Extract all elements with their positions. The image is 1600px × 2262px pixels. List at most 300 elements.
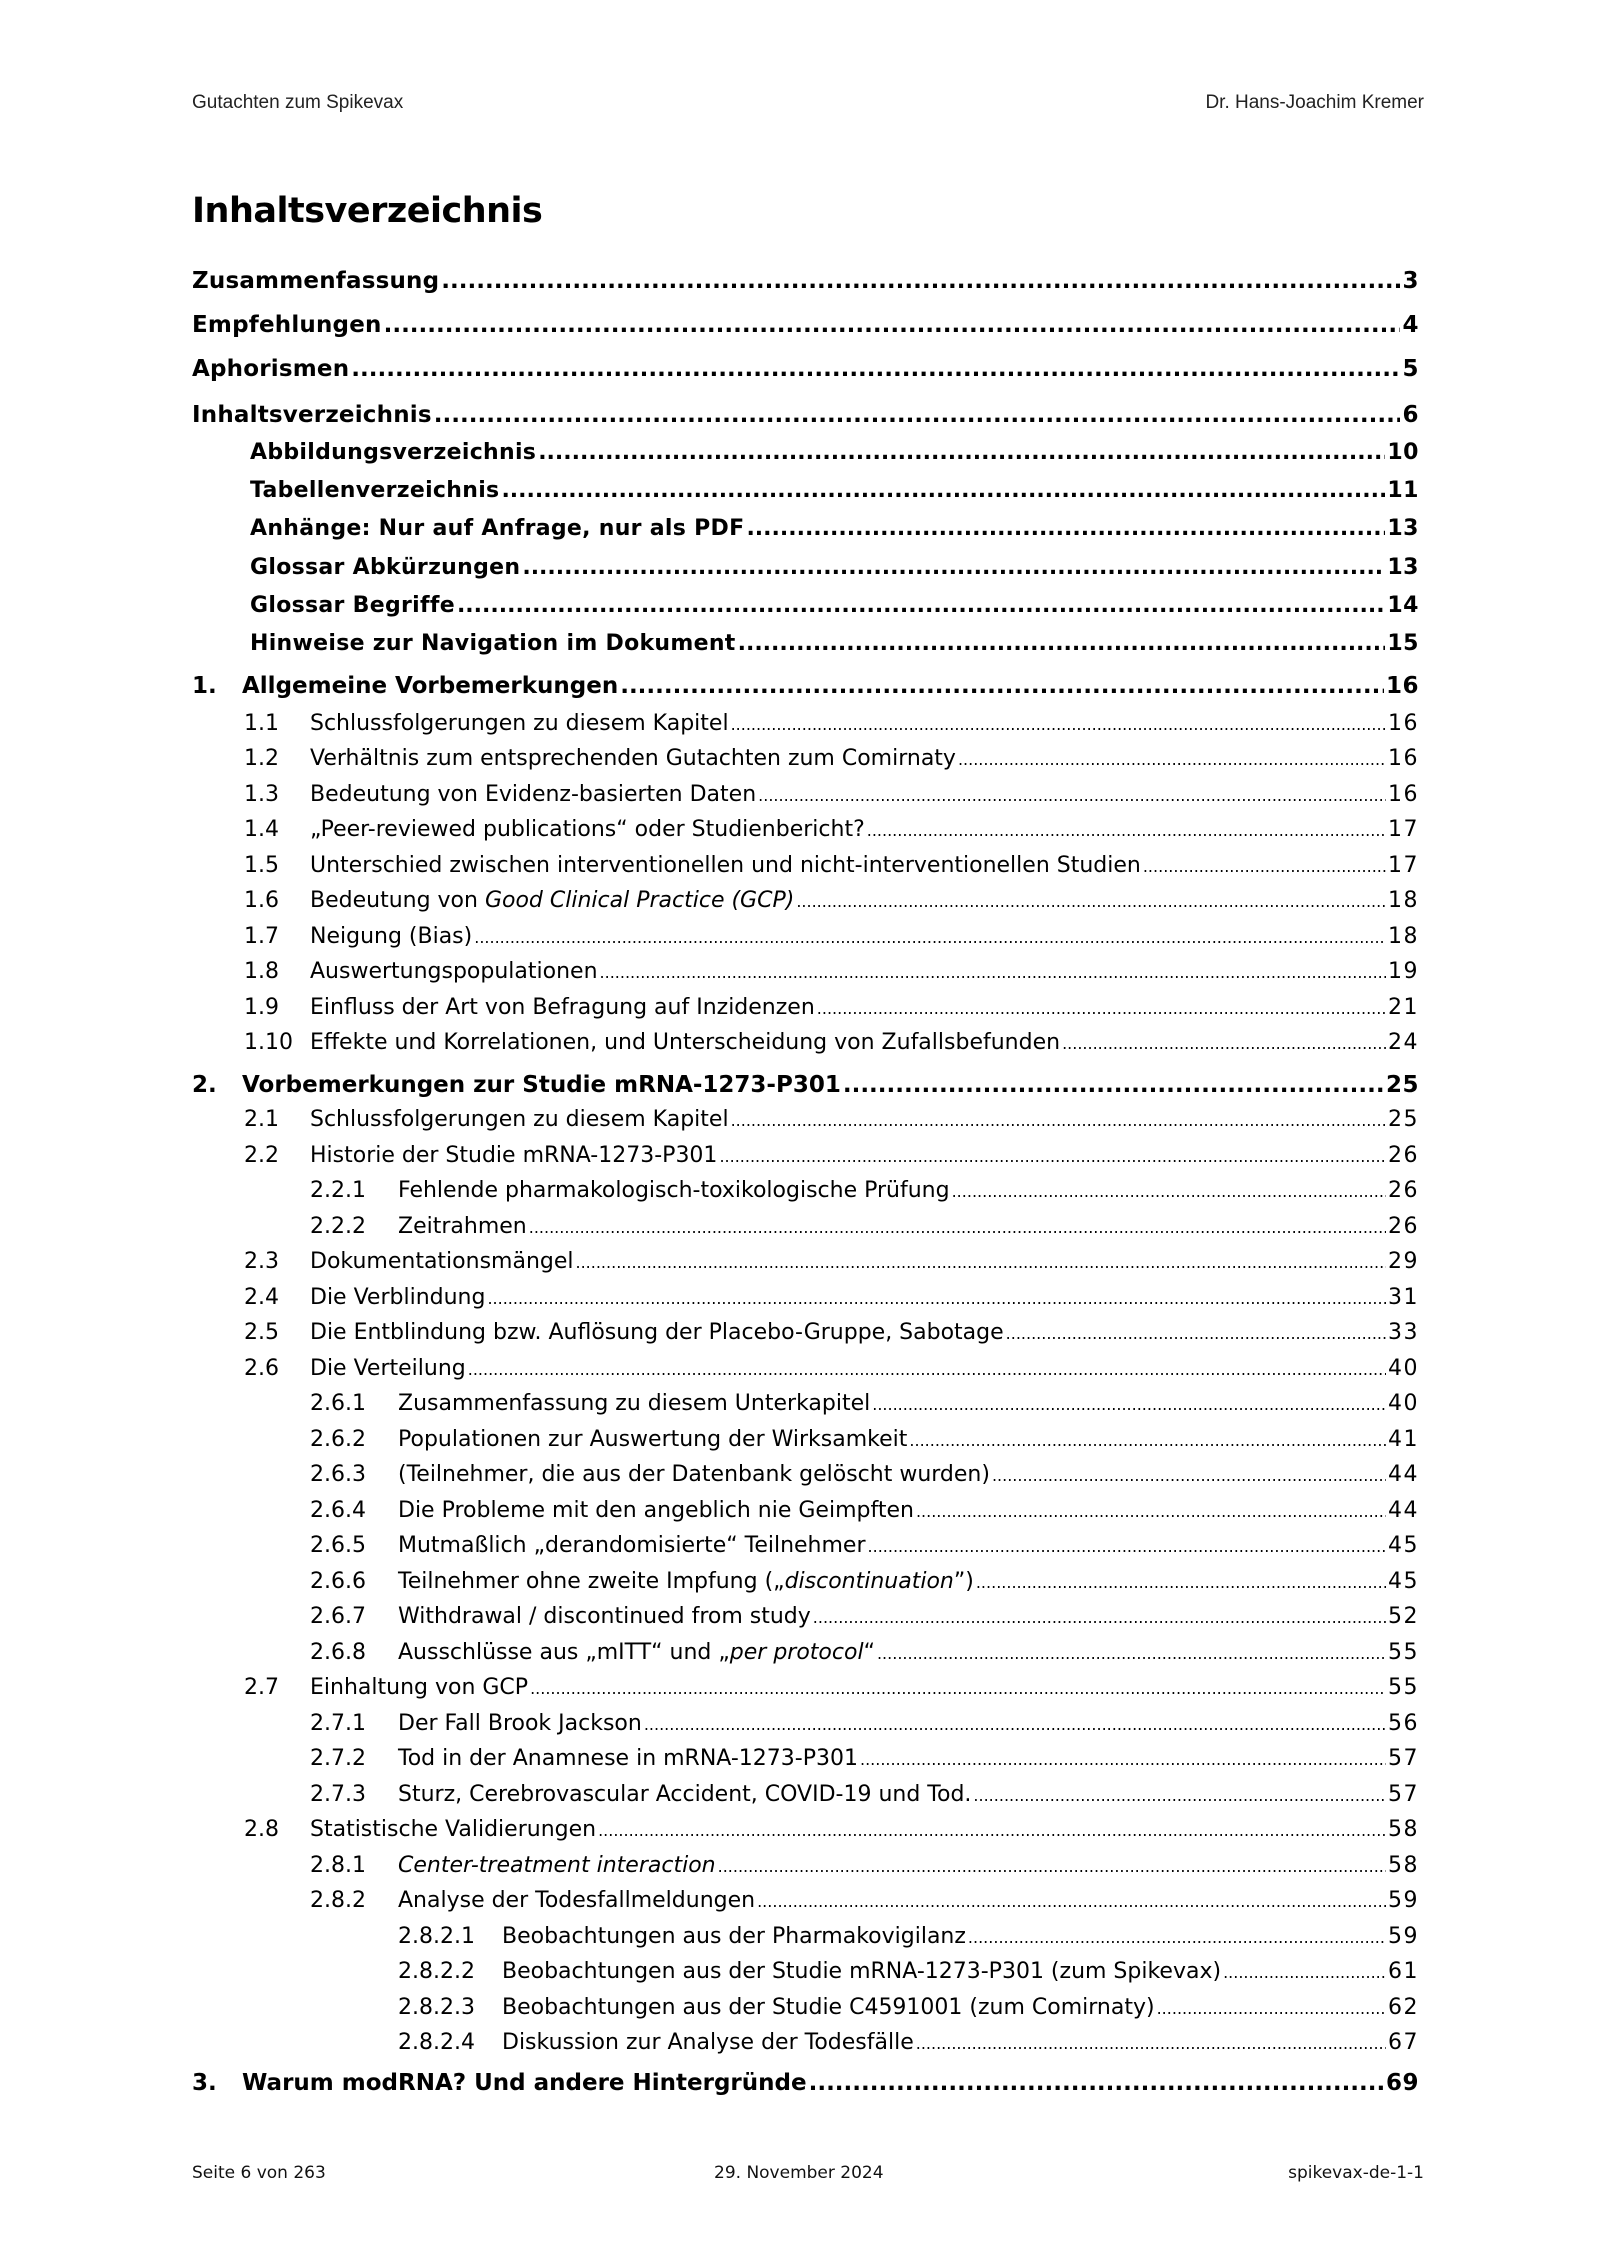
toc-dot-leader bbox=[757, 1892, 1386, 1911]
toc-entry-number: 2.6.5 bbox=[310, 1533, 366, 1558]
header-author: Dr. Hans-Joachim Kremer bbox=[1205, 92, 1424, 113]
toc-dot-leader bbox=[434, 402, 1401, 428]
toc-entry-number: 2.8 bbox=[244, 1817, 279, 1842]
toc-entry-title bbox=[250, 478, 499, 503]
toc-entry[interactable] bbox=[192, 356, 1419, 390]
toc-entry-title-text: Populationen zur Auswertung der Wirksamkeit bbox=[398, 1427, 908, 1452]
toc-entry[interactable] bbox=[192, 593, 1419, 627]
toc-entry-title-text: Effekte und Korrelationen, und Unterscheidung von Zufallsbefunden bbox=[310, 1030, 1061, 1055]
toc-entry-title-text: Glossar Begriffe bbox=[250, 593, 455, 618]
toc-entry[interactable] bbox=[192, 1107, 1419, 1141]
toc-entry-title-text: Hinweise zur Navigation im Dokument bbox=[250, 631, 736, 656]
toc-page-number: 25 bbox=[1388, 1107, 1419, 1132]
toc-entry-number: 1.6 bbox=[244, 888, 279, 913]
toc-entry[interactable] bbox=[192, 1782, 1419, 1816]
toc-page-number: 24 bbox=[1388, 1030, 1419, 1055]
toc-entry-title bbox=[310, 1356, 466, 1381]
toc-entry-number: 2.6.8 bbox=[310, 1640, 366, 1665]
toc-entry-title-text: Beobachtungen aus der Studie mRNA-1273-P301 (zum Spikevax) bbox=[502, 1959, 1222, 1984]
toc-entry[interactable] bbox=[192, 1030, 1419, 1064]
toc-entry[interactable] bbox=[192, 1711, 1419, 1745]
footer-date: 29. November 2024 bbox=[714, 2163, 884, 2183]
toc-entry-title-text: Beobachtungen aus der Studie C4591001 (zum Comirnaty) bbox=[502, 1995, 1155, 2020]
toc-entry-title bbox=[502, 1995, 1155, 2020]
toc-page-number: 17 bbox=[1388, 853, 1419, 878]
toc-dot-leader bbox=[598, 1821, 1386, 1840]
toc-entry-number: 2.8.2 bbox=[310, 1888, 366, 1913]
toc-entry[interactable] bbox=[192, 1995, 1419, 2029]
toc-page-number: 16 bbox=[1388, 711, 1419, 736]
toc-dot-leader bbox=[843, 1072, 1384, 1098]
toc-entry-title-text: Bedeutung von Evidenz-basierten Daten bbox=[310, 782, 757, 807]
toc-dot-leader bbox=[644, 1715, 1386, 1734]
toc-entry-title-text: Auswertungspopulationen bbox=[310, 959, 598, 984]
toc-entry-title-text: Fehlende pharmakologisch-toxikologische Prüfung bbox=[398, 1178, 950, 1203]
toc-entry-title-text: Die Verteilung bbox=[310, 1356, 466, 1381]
toc-entry[interactable] bbox=[192, 1924, 1419, 1958]
toc-page-number: 56 bbox=[1388, 1711, 1419, 1736]
toc-entry-title-text: Verhältnis zum entsprechenden Gutachten zum Comirnaty bbox=[310, 746, 956, 771]
toc-entry-title bbox=[310, 782, 756, 807]
toc-dot-leader bbox=[718, 1857, 1386, 1876]
toc-page-number: 14 bbox=[1387, 593, 1419, 618]
toc-entry-number: 2.4 bbox=[244, 1285, 279, 1310]
toc-entry-number: 2.8.2.2 bbox=[398, 1959, 475, 1984]
toc-entry-title-text: Dokumentationsmängel bbox=[310, 1249, 574, 1274]
toc-entry-title bbox=[310, 817, 865, 842]
toc-page-number: 13 bbox=[1387, 516, 1419, 541]
toc-entry-title-suffix: ”) bbox=[953, 1569, 974, 1594]
toc-entry-number: 2.6.7 bbox=[310, 1604, 366, 1629]
toc-dot-leader bbox=[351, 356, 1400, 382]
toc-dot-leader bbox=[457, 593, 1385, 618]
toc-entry-number: 2.7.2 bbox=[310, 1746, 366, 1771]
toc-page-number: 59 bbox=[1388, 1888, 1419, 1913]
toc-page-number: 44 bbox=[1388, 1462, 1419, 1487]
toc-entry-title-text: Einfluss der Art von Befragung auf Inzidenzen bbox=[310, 995, 815, 1020]
toc-entry[interactable] bbox=[192, 312, 1419, 346]
toc-dot-leader bbox=[817, 999, 1386, 1018]
toc-entry[interactable] bbox=[192, 746, 1419, 780]
toc-entry-number: 2. bbox=[192, 1072, 217, 1098]
toc-page-number: 26 bbox=[1388, 1143, 1419, 1168]
toc-entry-title-text: Empfehlungen bbox=[192, 312, 382, 338]
toc-dot-leader bbox=[1223, 1963, 1386, 1982]
toc-page-number: 57 bbox=[1388, 1782, 1419, 1807]
toc-entry[interactable] bbox=[192, 631, 1419, 665]
toc-entry-number: 3. bbox=[192, 2070, 217, 2096]
toc-entry-title bbox=[398, 1569, 974, 1594]
toc-entry-title bbox=[310, 959, 598, 984]
toc-entry-title-text: Schlussfolgerungen zu diesem Kapitel bbox=[310, 1107, 729, 1132]
toc-entry-title bbox=[310, 1143, 717, 1168]
toc-page-number: 40 bbox=[1388, 1356, 1419, 1381]
toc-entry-title bbox=[502, 1959, 1221, 1984]
toc-entry[interactable] bbox=[192, 1959, 1419, 1993]
toc-page-number: 19 bbox=[1388, 959, 1419, 984]
toc-entry-title-text: „Peer-reviewed publications“ oder Studienbericht? bbox=[310, 817, 865, 842]
toc-entry-title bbox=[310, 1285, 485, 1310]
toc-entry[interactable] bbox=[192, 1072, 1419, 1106]
toc-entry-number: 1.2 bbox=[244, 746, 279, 771]
toc-entry-title-text: Die Entblindung bzw. Auflösung der Placebo-Gruppe, Sabotage bbox=[310, 1320, 1004, 1345]
toc-entry[interactable] bbox=[192, 1178, 1419, 1212]
toc-entry[interactable] bbox=[192, 402, 1419, 436]
toc-dot-leader bbox=[868, 1537, 1386, 1556]
toc-entry[interactable] bbox=[192, 782, 1419, 816]
toc-entry-title-text: Schlussfolgerungen zu diesem Kapitel bbox=[310, 711, 729, 736]
toc-dot-leader bbox=[877, 1644, 1386, 1663]
toc-page-number: 58 bbox=[1388, 1817, 1419, 1842]
toc-dot-leader bbox=[441, 268, 1400, 294]
toc-entry-title-text: Beobachtungen aus der Pharmakovigilanz bbox=[502, 1924, 966, 1949]
toc-entry[interactable] bbox=[192, 1853, 1419, 1887]
toc-entry-title-text: Diskussion zur Analyse der Todesfälle bbox=[502, 2030, 914, 2055]
toc-page-number: 16 bbox=[1388, 746, 1419, 771]
toc-entry-number: 2.8.1 bbox=[310, 1853, 366, 1878]
toc-entry-number: 2.6.4 bbox=[310, 1498, 366, 1523]
toc-entry-title bbox=[250, 440, 536, 465]
toc-entry-title bbox=[250, 555, 520, 580]
toc-entry[interactable] bbox=[192, 2030, 1419, 2064]
toc-entry-title bbox=[398, 1640, 875, 1665]
toc-entry-title bbox=[310, 924, 472, 949]
toc-entry-title bbox=[398, 1711, 642, 1736]
header-document-title: Gutachten zum Spikevax bbox=[192, 92, 404, 113]
toc-page-number: 45 bbox=[1388, 1569, 1419, 1594]
toc-entry-number: 2.3 bbox=[244, 1249, 279, 1274]
toc-dot-leader bbox=[916, 2034, 1386, 2053]
toc-dot-leader bbox=[719, 1147, 1386, 1166]
toc-dot-leader bbox=[958, 750, 1386, 769]
toc-entry[interactable] bbox=[192, 268, 1419, 302]
toc-entry-number: 2.1 bbox=[244, 1107, 279, 1132]
toc-page-number: 58 bbox=[1388, 1853, 1419, 1878]
toc-entry[interactable] bbox=[192, 1533, 1419, 1567]
toc-entry-number: 2.8.2.3 bbox=[398, 1995, 475, 2020]
toc-entry-title-text: Der Fall Brook Jackson bbox=[398, 1711, 642, 1736]
toc-entry-title-text: Zusammenfassung zu diesem Unterkapitel bbox=[398, 1391, 871, 1416]
toc-dot-leader bbox=[809, 2070, 1384, 2096]
toc-entry-title bbox=[502, 1924, 966, 1949]
toc-entry-title bbox=[398, 1604, 811, 1629]
toc-entry-title bbox=[398, 1533, 866, 1558]
toc-entry[interactable] bbox=[192, 1640, 1419, 1674]
toc-entry-title bbox=[310, 995, 815, 1020]
toc-entry-title-text: Aphorismen bbox=[192, 356, 350, 382]
toc-entry[interactable] bbox=[192, 1569, 1419, 1603]
toc-entry[interactable] bbox=[192, 1498, 1419, 1532]
toc-dot-leader bbox=[973, 1786, 1386, 1805]
toc-page-number: 15 bbox=[1387, 631, 1419, 656]
toc-entry-number: 2.7.1 bbox=[310, 1711, 366, 1736]
toc-entry-title bbox=[398, 1427, 907, 1452]
toc-entry-number: 2.6 bbox=[244, 1356, 279, 1381]
toc-page-number: 45 bbox=[1388, 1533, 1419, 1558]
toc-entry[interactable] bbox=[192, 1675, 1419, 1709]
toc-page-number: 59 bbox=[1388, 1924, 1419, 1949]
toc-entry-title bbox=[192, 268, 439, 294]
toc-page-number: 33 bbox=[1388, 1320, 1419, 1345]
page-title: Inhaltsverzeichnis bbox=[192, 191, 543, 231]
toc-page-number: 16 bbox=[1388, 782, 1419, 807]
toc-entry[interactable] bbox=[192, 1356, 1419, 1390]
toc-entry-title-text: Teilnehmer ohne zweite Impfung („ bbox=[398, 1569, 785, 1594]
toc-entry[interactable] bbox=[192, 1320, 1419, 1354]
toc-page-number: 16 bbox=[1385, 673, 1419, 699]
toc-dot-leader bbox=[867, 821, 1386, 840]
toc-entry-title bbox=[310, 853, 1141, 878]
toc-entry[interactable] bbox=[192, 1391, 1419, 1425]
toc-entry-number: 1.9 bbox=[244, 995, 279, 1020]
toc-dot-leader bbox=[731, 1111, 1386, 1130]
toc-entry-title bbox=[398, 1746, 858, 1771]
toc-entry-title bbox=[502, 2030, 914, 2055]
toc-entry[interactable] bbox=[192, 1888, 1419, 1922]
toc-page-number: 55 bbox=[1388, 1640, 1419, 1665]
toc-entry-title bbox=[398, 1462, 990, 1487]
toc-page-number: 18 bbox=[1388, 924, 1419, 949]
toc-entry-title-text: Tabellenverzeichnis bbox=[250, 478, 500, 503]
toc-entry-number: 2.2.2 bbox=[310, 1214, 366, 1239]
toc-entry-title-italic: Center-treatment interaction bbox=[398, 1853, 716, 1878]
toc-entry[interactable] bbox=[192, 2070, 1419, 2104]
toc-dot-leader bbox=[1157, 1999, 1386, 2018]
toc-dot-leader bbox=[538, 440, 1385, 465]
toc-entry[interactable] bbox=[192, 924, 1419, 958]
toc-entry-title bbox=[310, 888, 794, 913]
toc-dot-leader bbox=[731, 715, 1386, 734]
toc-entry-title bbox=[310, 1817, 596, 1842]
toc-entry-title-text: Tod in der Anamnese in mRNA-1273-P301 bbox=[398, 1746, 858, 1771]
toc-entry-title-text: Statistische Validierungen bbox=[310, 1817, 597, 1842]
toc-dot-leader bbox=[758, 786, 1386, 805]
toc-dot-leader bbox=[976, 1573, 1386, 1592]
toc-page-number: 21 bbox=[1388, 995, 1419, 1020]
toc-page-number: 44 bbox=[1388, 1498, 1419, 1523]
toc-dot-leader bbox=[860, 1750, 1386, 1769]
toc-page-number: 26 bbox=[1388, 1214, 1419, 1239]
toc-entry-number: 2.8.2.1 bbox=[398, 1924, 475, 1949]
toc-entry[interactable] bbox=[192, 1604, 1419, 1638]
toc-entry-title bbox=[398, 1214, 527, 1239]
toc-entry[interactable] bbox=[192, 1214, 1419, 1248]
toc-entry-title bbox=[242, 1072, 841, 1098]
toc-dot-leader bbox=[952, 1182, 1386, 1201]
toc-dot-leader bbox=[600, 963, 1386, 982]
toc-entry[interactable] bbox=[192, 1746, 1419, 1780]
toc-page-number: 3 bbox=[1402, 268, 1419, 294]
toc-dot-leader bbox=[474, 928, 1386, 947]
toc-page-number: 40 bbox=[1388, 1391, 1419, 1416]
toc-entry-title bbox=[250, 631, 736, 656]
toc-entry-title bbox=[310, 711, 729, 736]
toc-entry-number: 1.8 bbox=[244, 959, 279, 984]
toc-entry-number: 1.3 bbox=[244, 782, 279, 807]
toc-entry-title-text: Zeitrahmen bbox=[398, 1214, 527, 1239]
footer-page-number: Seite 6 von 263 bbox=[192, 2163, 326, 2183]
toc-entry-title bbox=[398, 1853, 716, 1878]
toc-entry-title bbox=[192, 312, 382, 338]
toc-entry-title bbox=[398, 1391, 870, 1416]
toc-page-number: 67 bbox=[1388, 2030, 1419, 2055]
toc-entry-number: 2.5 bbox=[244, 1320, 279, 1345]
toc-entry-title-text: Warum modRNA? Und andere Hintergründe bbox=[242, 2070, 807, 2096]
toc-dot-leader bbox=[968, 1928, 1386, 1947]
toc-entry[interactable] bbox=[192, 888, 1419, 922]
toc-dot-leader bbox=[384, 312, 1401, 338]
toc-entry[interactable] bbox=[192, 1817, 1419, 1851]
toc-entry-number: 2.8.2.4 bbox=[398, 2030, 475, 2055]
toc-page-number: 25 bbox=[1385, 1072, 1419, 1098]
toc-dot-leader bbox=[576, 1253, 1387, 1272]
toc-page-number: 29 bbox=[1388, 1249, 1419, 1274]
toc-page-number: 6 bbox=[1402, 402, 1419, 428]
toc-entry[interactable] bbox=[192, 478, 1419, 512]
toc-entry[interactable] bbox=[192, 711, 1419, 745]
toc-page-number: 52 bbox=[1388, 1604, 1419, 1629]
toc-dot-leader bbox=[796, 892, 1386, 911]
toc-page-number: 4 bbox=[1402, 312, 1419, 338]
toc-dot-leader bbox=[738, 631, 1386, 656]
toc-page-number: 10 bbox=[1387, 440, 1419, 465]
toc-entry-title bbox=[398, 1782, 971, 1807]
toc-entry-title-text: (Teilnehmer, die aus der Datenbank gelöscht wurden) bbox=[398, 1462, 990, 1487]
toc-entry-title-text: Historie der Studie mRNA-1273-P301 bbox=[310, 1143, 718, 1168]
toc-page-number: 5 bbox=[1402, 356, 1419, 382]
toc-dot-leader bbox=[1006, 1324, 1386, 1343]
toc-entry-title-text: Sturz, Cerebrovascular Accident, COVID-19 und Tod. bbox=[398, 1782, 972, 1807]
toc-entry-title-text: Bedeutung von bbox=[310, 888, 485, 913]
toc-dot-leader bbox=[992, 1466, 1386, 1485]
toc-entry[interactable] bbox=[192, 959, 1419, 993]
toc-dot-leader bbox=[916, 1502, 1386, 1521]
toc-entry-title-text: Unterschied zwischen interventionellen und nicht-interventionellen Studien bbox=[310, 853, 1141, 878]
toc-page-number: 26 bbox=[1388, 1178, 1419, 1203]
toc-entry-number: 2.6.3 bbox=[310, 1462, 366, 1487]
toc-entry[interactable] bbox=[192, 1427, 1419, 1461]
toc-entry-number: 2.2.1 bbox=[310, 1178, 366, 1203]
toc-entry-title bbox=[250, 593, 455, 618]
toc-entry[interactable] bbox=[192, 995, 1419, 1029]
toc-entry[interactable] bbox=[192, 1462, 1419, 1496]
toc-entry-title-italic: per protocol bbox=[729, 1640, 864, 1665]
toc-page-number: 62 bbox=[1388, 1995, 1419, 2020]
toc-entry-number: 1.10 bbox=[244, 1030, 293, 1055]
toc-entry[interactable] bbox=[192, 516, 1419, 550]
toc-entry[interactable] bbox=[192, 440, 1419, 474]
toc-entry-title-text: Anhänge: Nur auf Anfrage, nur als PDF bbox=[250, 516, 745, 541]
toc-page-number: 55 bbox=[1388, 1675, 1419, 1700]
toc-entry-title bbox=[242, 2070, 807, 2096]
toc-entry-title-text: Abbildungsverzeichnis bbox=[250, 440, 537, 465]
toc-dot-leader bbox=[746, 516, 1385, 541]
toc-page-number: 18 bbox=[1388, 888, 1419, 913]
toc-entry-number: 2.7 bbox=[244, 1675, 279, 1700]
toc-entry[interactable] bbox=[192, 1143, 1419, 1177]
toc-entry-title-text: Withdrawal / discontinued from study bbox=[398, 1604, 811, 1629]
toc-entry-title-text: Zusammenfassung bbox=[192, 268, 440, 294]
toc-entry-title-text: Vorbemerkungen zur Studie mRNA-1273-P301 bbox=[242, 1072, 841, 1098]
toc-entry-title-italic: discontinuation bbox=[784, 1569, 954, 1594]
toc-entry-title bbox=[310, 1249, 574, 1274]
toc-entry[interactable] bbox=[192, 555, 1419, 589]
toc-dot-leader bbox=[1062, 1034, 1386, 1053]
toc-entry-title-text: Allgemeine Vorbemerkungen bbox=[242, 673, 619, 699]
toc-entry-title-text: Inhaltsverzeichnis bbox=[192, 402, 432, 428]
toc-entry[interactable] bbox=[192, 673, 1419, 707]
toc-entry[interactable] bbox=[192, 1285, 1419, 1319]
toc-dot-leader bbox=[501, 478, 1385, 503]
toc-entry-title bbox=[192, 402, 432, 428]
toc-entry-title-text: Einhaltung von GCP bbox=[310, 1675, 529, 1700]
toc-entry-number: 2.7.3 bbox=[310, 1782, 366, 1807]
toc-page-number: 57 bbox=[1388, 1746, 1419, 1771]
toc-page-number: 41 bbox=[1388, 1427, 1419, 1452]
toc-page-number: 11 bbox=[1387, 478, 1419, 503]
toc-dot-leader bbox=[468, 1360, 1386, 1379]
toc-dot-leader bbox=[872, 1395, 1386, 1414]
toc-dot-leader bbox=[1143, 857, 1386, 876]
toc-entry-number: 2.6.6 bbox=[310, 1569, 366, 1594]
toc-entry-title-italic: Good Clinical Practice (GCP) bbox=[484, 888, 795, 913]
toc-entry-title-text: Analyse der Todesfallmeldungen bbox=[398, 1888, 756, 1913]
toc-page-number: 31 bbox=[1388, 1285, 1419, 1310]
toc-page-number: 17 bbox=[1388, 817, 1419, 842]
toc-entry-title-text: Glossar Abkürzungen bbox=[250, 555, 521, 580]
toc-dot-leader bbox=[620, 673, 1384, 699]
toc-entry-number: 1.1 bbox=[244, 711, 279, 736]
toc-entry-number: 2.6.1 bbox=[310, 1391, 366, 1416]
toc-page-number: 69 bbox=[1385, 2070, 1419, 2096]
toc-dot-leader bbox=[522, 555, 1385, 580]
toc-entry-title-suffix: “ bbox=[863, 1640, 875, 1665]
toc-entry-title bbox=[310, 1030, 1060, 1055]
toc-entry-number: 2.6.2 bbox=[310, 1427, 366, 1452]
toc-entry-title bbox=[310, 1675, 528, 1700]
toc-entry-title-text: Mutmaßlich „derandomisierte“ Teilnehmer bbox=[398, 1533, 866, 1558]
toc-entry-number: 2.2 bbox=[244, 1143, 279, 1168]
toc-entry[interactable] bbox=[192, 1249, 1419, 1283]
toc-entry-title-text: Ausschlüsse aus „mITT“ und „ bbox=[398, 1640, 730, 1665]
toc-entry-title-text: Die Verblindung bbox=[310, 1285, 486, 1310]
toc-entry-title bbox=[398, 1888, 755, 1913]
toc-entry-number: 1.7 bbox=[244, 924, 279, 949]
toc-entry-number: 1. bbox=[192, 673, 217, 699]
toc-entry-title bbox=[398, 1178, 950, 1203]
toc-page-number: 13 bbox=[1387, 555, 1419, 580]
toc-entry-title bbox=[192, 356, 349, 382]
toc-dot-leader bbox=[529, 1218, 1386, 1237]
toc-entry-title-text: Die Probleme mit den angeblich nie Geimpften bbox=[398, 1498, 914, 1523]
toc-dot-leader bbox=[909, 1431, 1386, 1450]
toc-entry-title bbox=[310, 1320, 1004, 1345]
toc-entry-number: 1.5 bbox=[244, 853, 279, 878]
toc-page-number: 61 bbox=[1388, 1959, 1419, 1984]
toc-entry-title bbox=[250, 516, 744, 541]
footer-document-id: spikevax-de-1-1 bbox=[1288, 2163, 1424, 2183]
toc-entry-number: 1.4 bbox=[244, 817, 279, 842]
toc-entry-title-text: Neigung (Bias) bbox=[310, 924, 473, 949]
toc-entry-title bbox=[310, 1107, 729, 1132]
toc-dot-leader bbox=[487, 1289, 1386, 1308]
toc-entry[interactable] bbox=[192, 853, 1419, 887]
toc-entry-title bbox=[242, 673, 618, 699]
toc-entry-title bbox=[310, 746, 956, 771]
toc-dot-leader bbox=[530, 1679, 1386, 1698]
toc-entry[interactable] bbox=[192, 817, 1419, 851]
toc-dot-leader bbox=[813, 1608, 1386, 1627]
